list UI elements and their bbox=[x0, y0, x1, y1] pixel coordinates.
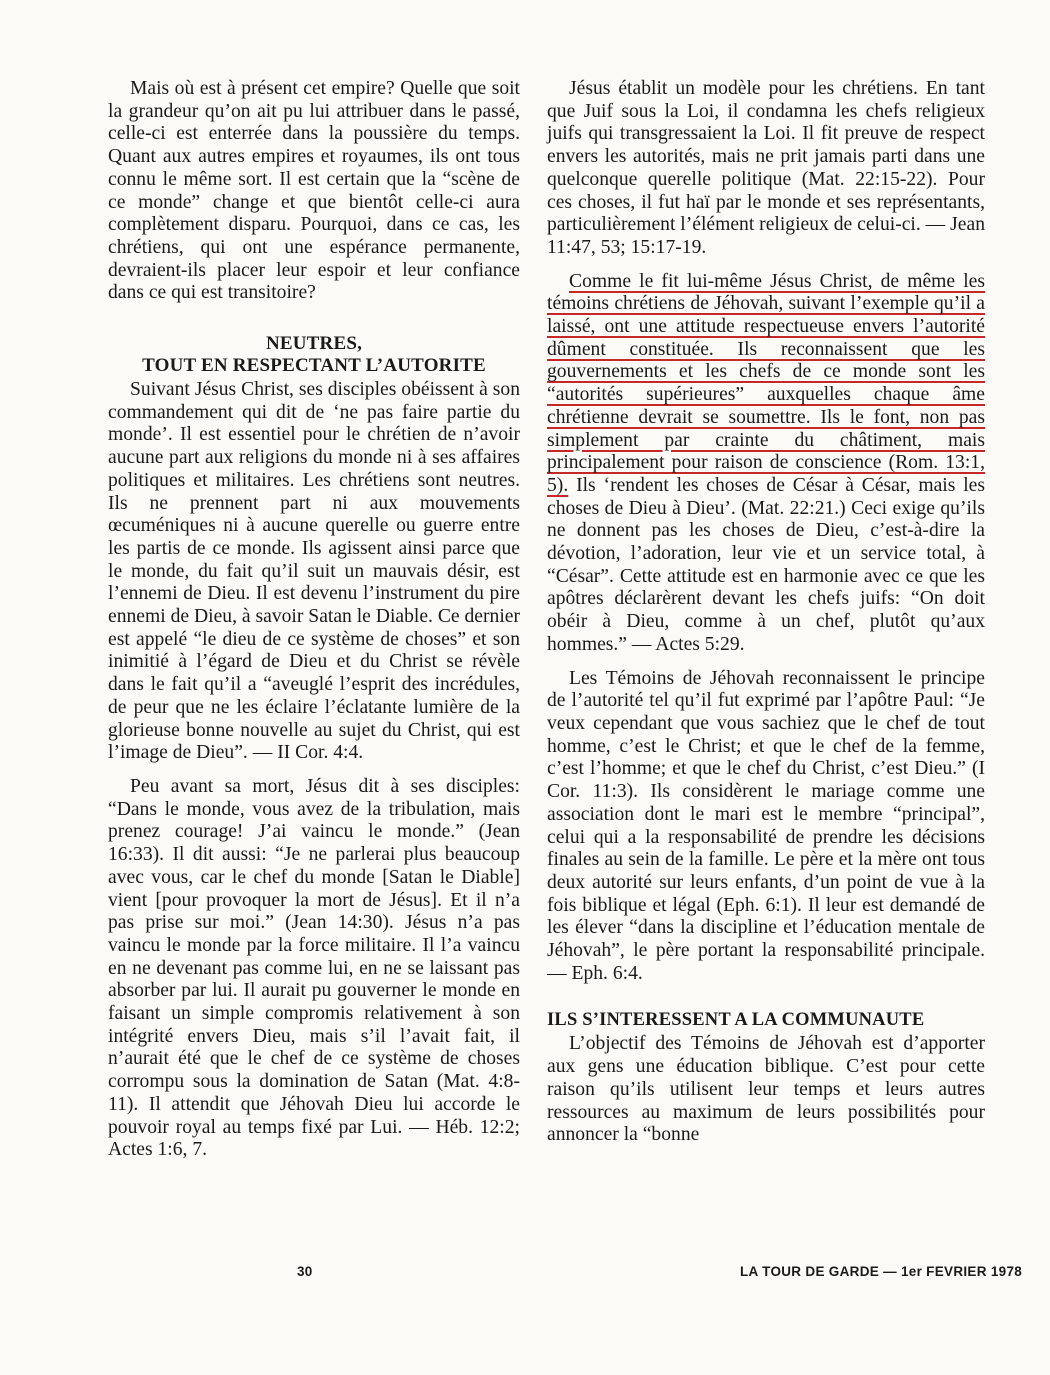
running-footer: LA TOUR DE GARDE — 1er FEVRIER 1978 bbox=[740, 1264, 1023, 1279]
paragraph: Peu avant sa mort, Jésus dit à ses disciples: “Dans le monde, vous avez de la tribulation, mais prenez courage! J’ai vaincu le monde.” (Jean 16:33). Il dit aussi: “Je ne parlerai plus beaucoup avec vous, car le chef du monde [Satan le Diable] vient [pour provoquer la mort de Jésus]. Et il n’a pas prise sur moi.” (Jean 14:30). Jésus n’a pas vaincu le monde par la force militaire. Il l’a vaincu en ne devenant pas comme lui, en ne se laissant pas absorber par lui. Il aurait pu gouverner le monde en faisant un simple compromis relativement à son intégrité envers Dieu, mais s’il l’avait fait, il n’aurait été que le chef de ce système de choses corrompu sous la domination de Satan (Mat. 4:8-11). Il attendit que Jéhovah Dieu lui accorde le pouvoir royal au temps fixé par Lui. — Héb. 12:2; Actes 1:6, 7. bbox=[108, 775, 520, 1161]
section-heading bbox=[108, 333, 520, 377]
paragraph: Mais où est à présent cet empire? Quelle que soit la grandeur qu’on ait pu lui attribuer dans le passé, celle-ci est enterrée dans la poussière du temps. Quant aux autres empires et royaumes, ils ont tous connu le même sort. Il est certain que la “scène de ce monde” change et que bientôt celle-ci aura complètement disparu. Pourquoi, dans ce cas, les chrétiens, qui ont une espérance permanente, devraient-ils placer leur espoir et leur confiance dans ce qui est transitoire? bbox=[108, 78, 520, 304]
heading-line: TOUT EN RESPECTANT L’AUTORITE bbox=[142, 355, 486, 377]
left-column bbox=[108, 78, 520, 1162]
paragraph: Jésus établit un modèle pour les chrétiens. En tant que Juif sous la Loi, il condamna les chefs religieux juifs qui transgressaient la Loi. Il fit preuve de respect envers les autorités, mais ne prit jamais parti dans une quelconque querelle politique (Mat. 22:15-22). Pour ces choses, il fut haï par le monde et ses représentants, particulièrement l’élément religieux de celui-ci. — Jean 11:47, 53; 15:17-19. bbox=[547, 78, 985, 258]
red-underlined-text: Comme le fit lui-même Jésus Christ, de même les témoins chrétiens de Jéhovah, suivant l’exemple qu’il a laissé, ont une attitude respectueuse envers l’autorité dûment constituée. Ils reconnaissent que les gouvernements et les chefs de ce monde sont les “autorités supérieures” auxquelles chaque âme chrétienne devrait se soumettre. Ils le font, non pas simplement par crainte du châtiment, mais principalement pour raison de conscience (Rom. 13:1, 5). bbox=[547, 270, 985, 496]
paragraph: Suivant Jésus Christ, ses disciples obéissent à son commandement qui dit de ‘ne pas faire partie du monde’. Il est essentiel pour le chrétien de n’avoir aucune part aux religions du monde ni à ses affaires politiques et militaires. Les chrétiens sont neutres. Ils ne prennent part ni aux mouvements œcuméniques ni à aucune querelle ou guerre entre les partis de ce monde. Ils agissent ainsi parce que le monde, du fait qu’il suit un mauvais désir, est l’ennemi de Dieu. Il est devenu l’instrument du pire ennemi de Dieu, à savoir Satan le Diable. Ce dernier est appelé “le dieu de ce système de choses” et son inimitié à l’égard de Dieu et du Christ se révèle dans le fait qu’il a “aveuglé l’esprit des incrédules, de peur que ne les éclaire l’éclatante lumière de la glorieuse bonne nouvelle au sujet du Christ, qui est l’image de Dieu”. — II Cor. 4:4. bbox=[108, 379, 520, 764]
paragraph: L’objectif des Témoins de Jéhovah est d’apporter aux gens une éducation biblique. C’est pour cette raison qu’ils utilisent leur temps et leurs autres ressources au maximum de leurs possibilités pour annoncer la “bonne bbox=[547, 1033, 985, 1146]
paragraph-highlighted bbox=[547, 271, 985, 657]
section-heading: ILS S’INTERESSENT A LA COMMUNAUTE bbox=[547, 1010, 925, 1031]
heading-line: NEUTRES, bbox=[265, 333, 363, 355]
right-column bbox=[547, 78, 985, 1147]
paragraph-continuation: Ils ‘rendent les choses de César à César, mais les choses de Dieu à Dieu’. (Mat. 22:21.) Ceci exige qu’ils ne donnent pas les choses de Dieu, c’est-à-dire la dévotion, l’adoration, leur vie et un service total, à “César”. Cette attitude est en harmonie avec ce que les apôtres déclarèrent devant les chefs juifs: “On doit obéir à Dieu, comme à un chef, plutôt qu’aux hommes.” — Actes 5:29. bbox=[547, 474, 985, 655]
paragraph: Les Témoins de Jéhovah reconnaissent le principe de l’autorité tel qu’il fut exprimé par l’apôtre Paul: “Je veux cependant que vous sachiez que le chef de tout homme, c’est le Christ; et que le chef de la femme, c’est l’homme; et que le chef du Christ, c’est Dieu.” (I Cor. 11:3). Ils considèrent le mariage comme une association dont le mari est le membre “principal”, celui qui a la responsabilité de prendre les décisions finales au sein de la famille. Le père et la mère ont tous deux autorité sur leurs enfants, d’un point de vue à la fois biblique et légal (Eph. 6:1). Il leur est demandé de les élever “dans la discipline et l’éducation mentale de Jéhovah”, le père portant la responsabilité principale. — Eph. 6:4. bbox=[547, 667, 985, 984]
page-number: 30 bbox=[297, 1264, 313, 1279]
